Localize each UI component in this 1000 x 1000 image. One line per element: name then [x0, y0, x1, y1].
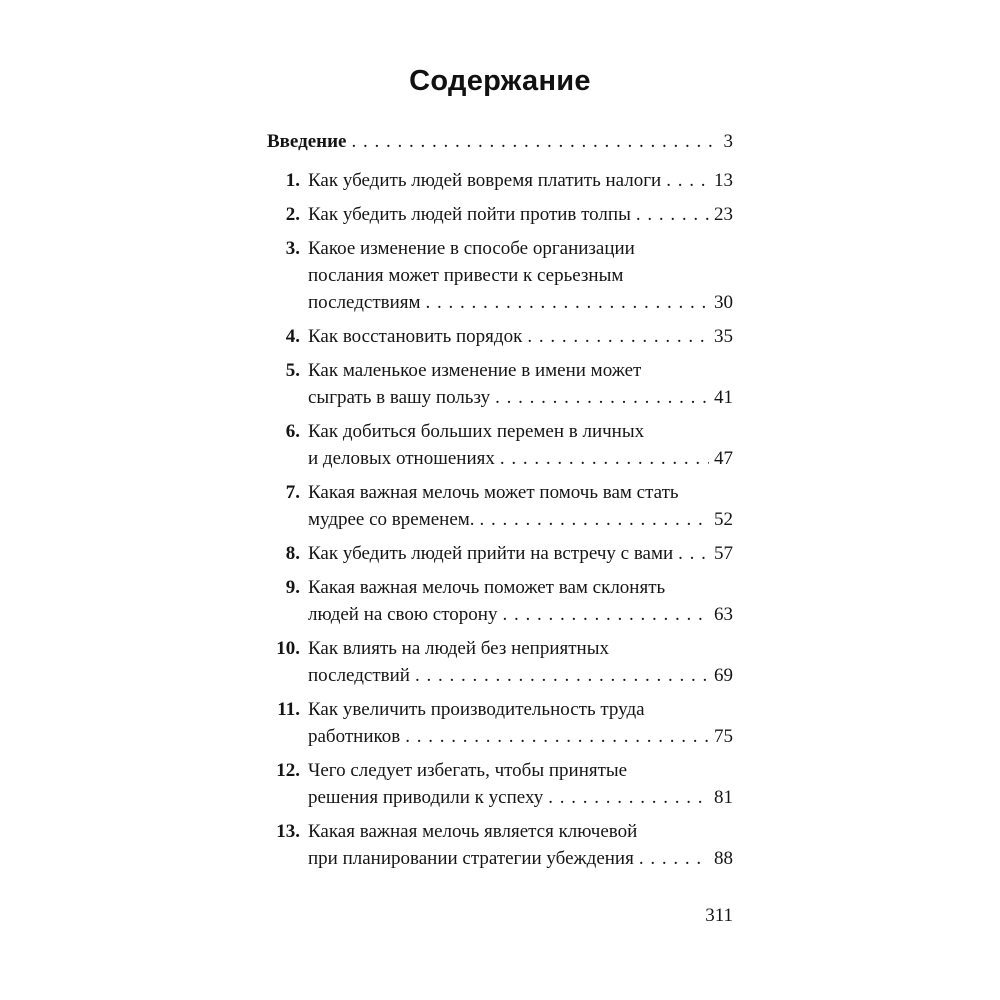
entry-body — [308, 357, 733, 411]
dot-leader — [636, 201, 709, 228]
entry-number: 13. — [276, 821, 300, 842]
entry-title: последствий — [308, 665, 410, 686]
dot-leader — [352, 128, 719, 155]
entry-last-line — [308, 784, 733, 811]
dot-leader — [426, 289, 709, 316]
entry-title-line: послания может привести к серьезным — [308, 265, 624, 286]
entry-title: Как убедить людей прийти на встречу с вами — [308, 543, 674, 564]
entry-body — [308, 696, 733, 750]
entry-last-line — [267, 128, 733, 155]
toc-entry — [267, 696, 733, 750]
entry-page: 41 — [714, 387, 733, 408]
entry-page: 88 — [714, 848, 733, 869]
entry-page: 47 — [714, 448, 733, 469]
entry-last-line — [308, 445, 733, 472]
entry-title-line: Как влиять на людей без неприятных — [308, 638, 609, 659]
dot-leader — [666, 167, 709, 194]
entry-body — [308, 635, 733, 689]
entry-number: 5. — [285, 360, 300, 381]
entry-title-line: Как маленькое изменение в имени может — [308, 360, 642, 381]
entry-title-line: Как добиться больших перемен в личных — [308, 421, 645, 442]
toc-entry — [267, 635, 733, 689]
entry-last-line — [308, 201, 733, 228]
entry-body — [308, 574, 733, 628]
entry-page: 69 — [714, 665, 733, 686]
entry-number: 2. — [285, 204, 300, 225]
entry-title-line: Какая важная мелочь может помочь вам стать — [308, 482, 679, 503]
entry-page: 52 — [714, 509, 733, 530]
entry-number: 1. — [285, 170, 300, 191]
dot-leader — [480, 506, 709, 533]
entry-last-line — [308, 845, 733, 872]
entry-page: 57 — [714, 543, 733, 564]
entry-title-line: Чего следует избегать, чтобы принятые — [308, 760, 628, 781]
dot-leader — [527, 323, 709, 350]
entry-title-line: Какая важная мелочь поможет вам склонять — [308, 577, 666, 598]
entry-number: 11. — [277, 699, 300, 720]
entry-number: 7. — [285, 482, 300, 503]
entry-body — [308, 167, 733, 194]
entry-number: 8. — [285, 543, 300, 564]
toc-entry — [267, 479, 733, 533]
entry-last-line — [308, 662, 733, 689]
entry-title: Как восстановить порядок — [308, 326, 523, 347]
entry-title: и деловых отношениях — [308, 448, 495, 469]
entry-page: 13 — [714, 170, 733, 191]
dot-leader — [495, 384, 709, 411]
entry-last-line — [308, 384, 733, 411]
toc-entry — [267, 357, 733, 411]
toc-entries — [267, 167, 733, 872]
entry-body — [308, 323, 733, 350]
toc-entry — [267, 757, 733, 811]
entry-title-line: Какая важная мелочь является ключевой — [308, 821, 638, 842]
toc-entry — [267, 323, 733, 350]
page-title: Содержание — [409, 65, 591, 97]
entry-last-line — [308, 601, 733, 628]
toc-entry — [267, 235, 733, 316]
toc-entry — [267, 540, 733, 567]
entry-title: Как убедить людей вовремя платить налоги — [308, 170, 662, 191]
entry-number: 4. — [285, 326, 300, 347]
entry-page: 81 — [714, 787, 733, 808]
entry-title: мудрее со временем. — [308, 509, 475, 530]
toc-list — [267, 128, 733, 872]
entry-title: решения приводили к успеху — [308, 787, 544, 808]
entry-last-line — [308, 723, 733, 750]
dot-leader — [639, 845, 709, 872]
entry-page: 75 — [714, 726, 733, 747]
entry-title-line: Как увеличить производительность труда — [308, 699, 645, 720]
entry-last-line — [308, 506, 733, 533]
dot-leader — [502, 601, 709, 628]
entry-body — [308, 235, 733, 316]
entry-last-line — [308, 540, 733, 567]
toc-entry — [267, 418, 733, 472]
entry-page: 63 — [714, 604, 733, 625]
entry-last-line — [308, 289, 733, 316]
entry-number: 6. — [285, 421, 300, 442]
entry-number: 3. — [285, 238, 300, 259]
page-number: 311 — [705, 905, 733, 926]
toc-entry — [267, 818, 733, 872]
entry-body — [308, 540, 733, 567]
entry-body — [308, 201, 733, 228]
entry-title: последствиям — [308, 292, 421, 313]
page-content — [267, 0, 733, 929]
dot-leader — [500, 445, 709, 472]
entry-page: 35 — [714, 326, 733, 347]
entry-last-line — [308, 323, 733, 350]
entry-page: 23 — [714, 204, 733, 225]
dot-leader — [548, 784, 709, 811]
entry-title: работников — [308, 726, 401, 747]
dot-leader — [678, 540, 709, 567]
entry-title: Как убедить людей пойти против толпы — [308, 204, 631, 225]
toc-entry — [267, 574, 733, 628]
entry-page: 3 — [723, 131, 733, 152]
toc-entry — [267, 201, 733, 228]
entry-body — [308, 818, 733, 872]
entry-title-line: Какое изменение в способе организации — [308, 238, 635, 259]
entry-number: 12. — [276, 760, 300, 781]
entry-title: сыграть в вашу пользу — [308, 387, 491, 408]
dot-leader — [415, 662, 709, 689]
entry-number: 9. — [285, 577, 300, 598]
entry-page: 30 — [714, 292, 733, 313]
entry-body — [308, 479, 733, 533]
entry-title: при планировании стратегии убеждения — [308, 848, 634, 869]
entry-body — [308, 418, 733, 472]
entry-title: людей на свою сторону — [308, 604, 498, 625]
entry-title: Введение — [267, 131, 347, 152]
entry-last-line — [308, 167, 733, 194]
toc-entry — [267, 167, 733, 194]
entry-body — [308, 757, 733, 811]
toc-entry-intro — [267, 128, 733, 155]
dot-leader — [405, 723, 709, 750]
entry-number: 10. — [276, 638, 300, 659]
entry-body — [267, 128, 733, 155]
